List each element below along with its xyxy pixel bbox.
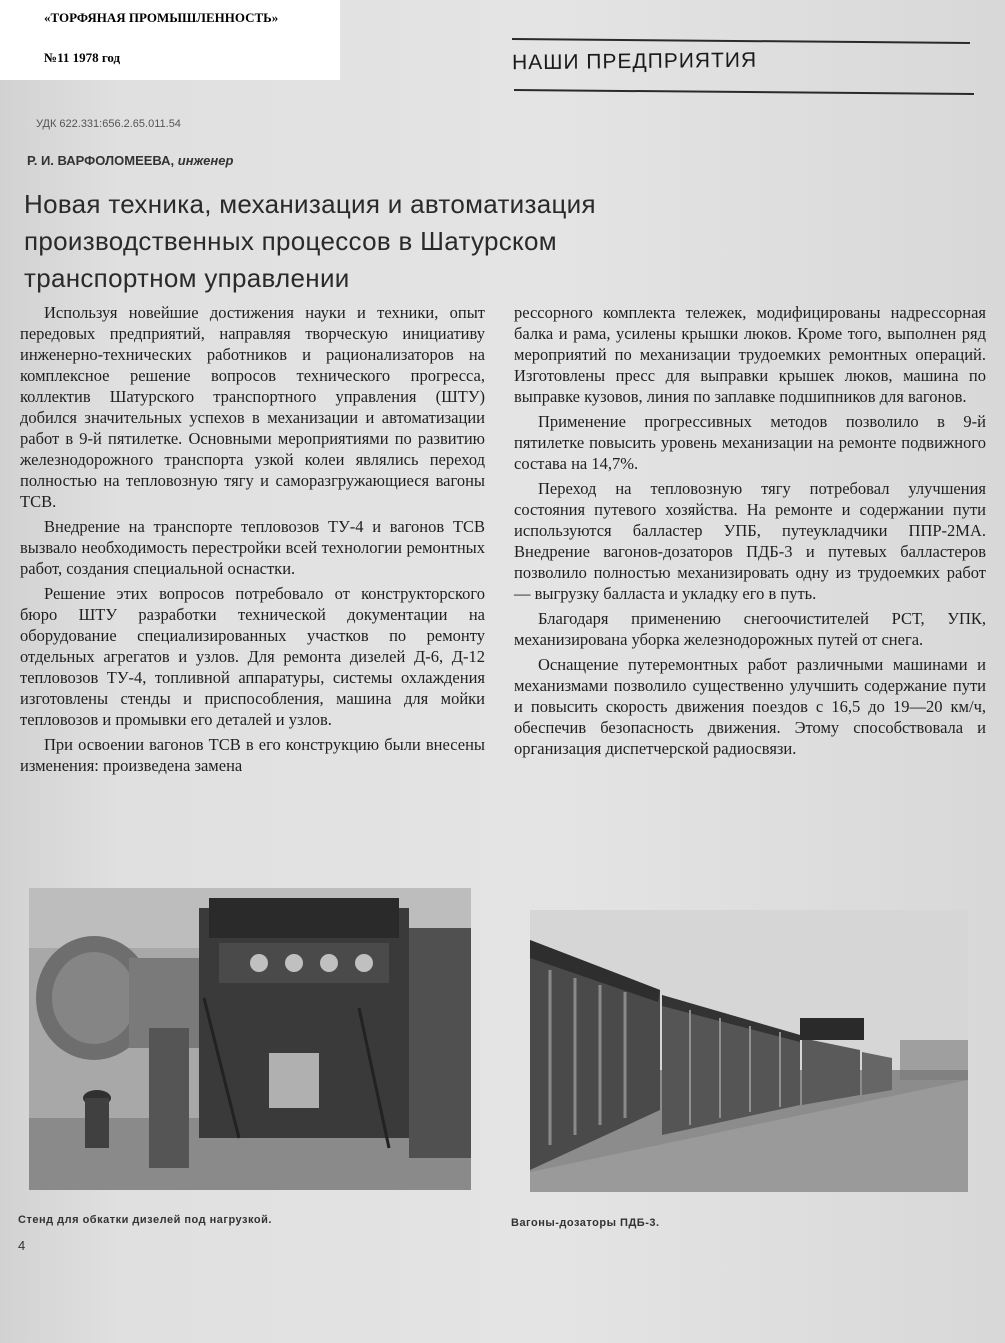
source-stamp: [0, 0, 340, 80]
section-rubric: НАШИ ПРЕДПРИЯТИЯ: [511, 48, 758, 75]
right-text-column: [514, 302, 986, 763]
title-line: Новая техника, механизация и автоматизация: [24, 189, 596, 219]
author-line: [27, 153, 233, 168]
page-number: 4: [18, 1238, 26, 1253]
diesel-stand-illustration: [29, 888, 471, 1190]
title-line: транспортном управлении: [24, 263, 350, 293]
diesel-test-stand-photo: [29, 888, 471, 1190]
rubric-rule-top: [512, 38, 970, 44]
paragraph: При освоении вагонов ТСВ в его конструкцию были внесены изменения: произведена замена: [20, 735, 485, 775]
article-title: [24, 186, 704, 297]
paragraph-continuation: рессорного комплекта тележек, модифицированы надрессорная балка и рама, усилены крышки люков. Кроме того, выполнен ряд мероприятий по механизации трудоемких ремонтных операций. Изготовлены пресс для выправки крышек люков, машина по выправке кузовов, линия по заплавке подшипников для вагонов.: [514, 303, 986, 406]
journal-name: «ТОРФЯНАЯ ПРОМЫШЛЕННОСТЬ»: [44, 10, 279, 25]
caption-diesel-stand: Стенд для обкатки дизелей под нагрузкой.: [18, 1214, 272, 1226]
title-line: производственных процессов в Шатурском: [24, 226, 557, 256]
wagons-illustration: [530, 910, 968, 1192]
author-name: Р. И. ВАРФОЛОМЕЕВА,: [27, 153, 175, 168]
paragraph: Переход на тепловозную тягу потребовал улучшения состояния путевого хозяйства. На ремонте и содержании пути используются балластер УПБ, путеукладчики ППР-2МА. Внедрение вагонов-дозаторов ПДБ-3 и путевых балластеров позволило полностью механизировать одну из трудоемких работ — выгрузку балласта и укладку его в путь.: [514, 479, 986, 603]
issue-number: №11 1978 год: [44, 50, 121, 65]
udk-code: УДК 622.331:656.2.65.011.54: [36, 118, 181, 130]
paragraph: Применение прогрессивных методов позволило в 9-й пятилетке повысить уровень механизации на ремонте подвижного состава на 14,7%.: [514, 412, 986, 473]
left-text-column: [20, 302, 485, 780]
caption-wagons: Вагоны-дозаторы ПДБ-3.: [511, 1217, 660, 1229]
paragraph: Решение этих вопросов потребовало от конструкторского бюро ШТУ разработки технической документации на оборудование специализированных участков по ремонту отдельных агрегатов и узлов. Для ремонта дизелей Д-6, Д-12 тепловозов ТУ-4, топливной аппаратуры, системы охлаждения изготовлены стенды и приспособления, машина для мойки тепловозов и промывки его деталей и узлов.: [20, 584, 485, 729]
paragraph: Внедрение на транспорте тепловозов ТУ-4 и вагонов ТСВ вызвало необходимость перестройки всей технологии ремонтных работ, создания специальной оснастки.: [20, 517, 485, 578]
paragraph: Используя новейшие достижения науки и техники, опыт передовых предприятий, направляя творческую инициативу инженерно-технических работников и рационализаторов на комплексное решение вопросов технического прогресса, коллектив Шатурского транспортного управления (ШТУ) добился значительных успехов в механизации и автоматизации работ в 9-й пятилетке. Основными мероприятиями по развитию железнодорожного транспорта узкой колеи являлись переход полностью на тепловозную тягу и саморазгружающиеся вагоны ТСВ.: [20, 303, 485, 511]
ballast-wagons-photo: [530, 910, 968, 1192]
paragraph: Оснащение путеремонтных работ различными машинами и механизмами позволило существенно улучшить содержание пути и повысить скорость движения поездов с 16,5 до 19—20 км/ч, обеспечив безопасность движения. Этому способствовала и организация диспетчерской радиосвязи.: [514, 655, 986, 758]
rubric-rule-bottom: [514, 89, 974, 95]
author-role: инженер: [177, 153, 234, 168]
paragraph: Благодаря применению снегоочистителей РСТ, УПК, механизирована уборка железнодорожных путей от снега.: [514, 609, 986, 649]
